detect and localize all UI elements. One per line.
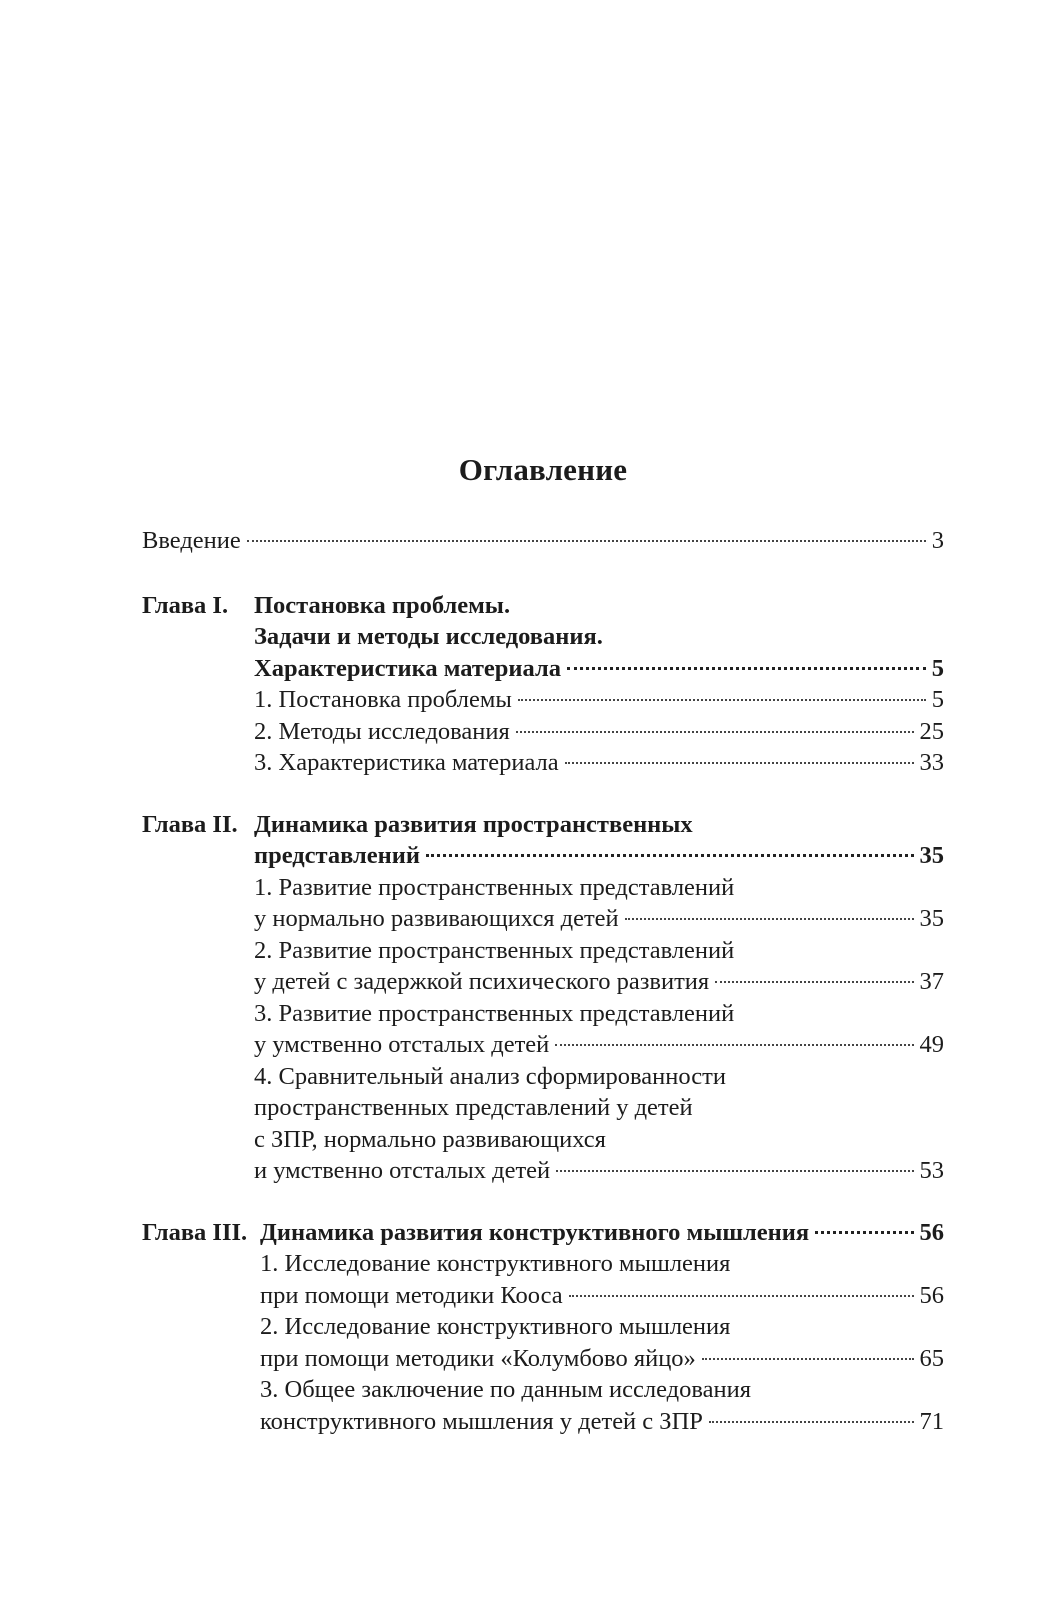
toc-section-entry[interactable] <box>142 1374 944 1406</box>
toc-page-number: 33 <box>919 749 944 776</box>
section-text: конструктивного мышления у детей с ЗПР <box>260 1407 703 1435</box>
chapter-title-line[interactable] <box>142 621 944 653</box>
toc-entry-text: Введение <box>142 527 241 554</box>
dot-leader <box>567 667 926 670</box>
section-text: 1. Исследование конструктивного мышления <box>260 1250 731 1277</box>
toc-section-entry[interactable] <box>142 1406 944 1438</box>
section-text: у детей с задержкой психического развития <box>254 968 710 995</box>
section-text: 2. Исследование конструктивного мышления <box>260 1313 731 1340</box>
section-text: при помощи методики Кооса <box>260 1281 563 1309</box>
section-text: 3. Характеристика материала <box>254 749 559 776</box>
toc-section-entry[interactable] <box>142 1248 944 1280</box>
toc-section-entry[interactable] <box>142 935 944 967</box>
chapter-label: Глава III. <box>142 1218 248 1246</box>
toc-page-number: 37 <box>919 968 944 995</box>
toc-section-entry[interactable] <box>142 1061 944 1093</box>
toc-section-entry[interactable] <box>142 716 944 748</box>
toc-page-number: 35 <box>919 905 944 932</box>
table-of-contents <box>142 525 944 1437</box>
toc-page-number: 53 <box>919 1157 944 1184</box>
chapter-title-text: Динамика развития пространственных <box>254 810 693 838</box>
chapter-title-line[interactable] <box>142 653 944 685</box>
toc-page-number: 5 <box>931 654 944 682</box>
toc-page-number: 5 <box>931 686 944 713</box>
dot-leader <box>569 1295 914 1297</box>
chapter-title-line[interactable] <box>142 840 944 872</box>
chapter-title-line[interactable] <box>142 590 944 622</box>
toc-section-entry[interactable] <box>142 1029 944 1061</box>
toc-page-number: 25 <box>919 717 944 745</box>
toc-section-entry[interactable] <box>142 1155 944 1187</box>
toc-section-entry[interactable] <box>142 1343 944 1375</box>
dot-leader <box>556 1170 913 1172</box>
section-text: 3. Общее заключение по данным исследования <box>260 1376 751 1403</box>
chapter-1 <box>142 590 944 779</box>
toc-page-number: 65 <box>919 1344 944 1372</box>
section-text: пространственных представлений у детей <box>254 1094 693 1121</box>
toc-section-entry[interactable] <box>142 1280 944 1312</box>
chapter-title-text: представлений <box>254 842 421 869</box>
toc-section-entry[interactable] <box>142 684 944 716</box>
section-text: 3. Развитие пространственных представлений <box>254 999 735 1027</box>
chapter-title-text: Задачи и методы исследования. <box>254 623 603 650</box>
dot-leader <box>625 918 914 920</box>
toc-entry-intro[interactable] <box>142 525 944 557</box>
toc-section-entry[interactable] <box>142 966 944 998</box>
dot-leader <box>565 762 914 764</box>
chapter-title-text: Динамика развития конструктивного мышления <box>260 1218 810 1246</box>
dot-leader <box>426 854 913 857</box>
dot-leader <box>555 1044 913 1046</box>
toc-page-number: 35 <box>919 842 944 869</box>
section-text: 1. Развитие пространственных представлений <box>254 873 735 901</box>
chapter-3 <box>142 1217 944 1438</box>
section-text: 2. Развитие пространственных представлений <box>254 936 735 964</box>
dot-leader <box>715 981 913 983</box>
chapter-2 <box>142 809 944 1187</box>
toc-section-entry[interactable] <box>142 872 944 904</box>
toc-page-number: 56 <box>919 1218 944 1246</box>
chapter-title-text: Постановка проблемы. <box>254 591 511 619</box>
toc-page-number: 49 <box>919 1031 944 1058</box>
chapter-label: Глава II. <box>142 810 238 838</box>
section-text: 4. Сравнительный анализ сформированности <box>254 1062 726 1090</box>
toc-section-entry[interactable] <box>142 1124 944 1156</box>
chapter-title-line[interactable] <box>142 1217 944 1249</box>
dot-leader <box>518 699 926 701</box>
chapter-title-line[interactable] <box>142 809 944 841</box>
toc-section-entry[interactable] <box>142 1092 944 1124</box>
toc-section-entry[interactable] <box>142 903 944 935</box>
dot-leader <box>709 1421 914 1423</box>
section-text: 1. Постановка проблемы <box>254 686 512 713</box>
chapter-label: Глава I. <box>142 591 229 619</box>
dot-leader <box>815 1231 913 1234</box>
toc-section-entry[interactable] <box>142 747 944 779</box>
toc-section-entry[interactable] <box>142 1311 944 1343</box>
dot-leader <box>516 731 914 733</box>
chapter-title-text: Характеристика материала <box>254 654 561 682</box>
section-text: и умственно отсталых детей <box>254 1157 551 1184</box>
section-text: у умственно отсталых детей <box>254 1031 550 1058</box>
toc-section-entry[interactable] <box>142 998 944 1030</box>
section-text: при помощи методики «Колумбово яйцо» <box>260 1344 696 1372</box>
section-text: 2. Методы исследования <box>254 717 510 745</box>
toc-page-number: 3 <box>931 527 944 554</box>
dot-leader <box>702 1358 914 1360</box>
dot-leader <box>247 540 926 542</box>
section-text: с ЗПР, нормально развивающихся <box>254 1125 606 1153</box>
toc-page-number: 71 <box>919 1407 944 1435</box>
page-title: Оглавление <box>458 452 628 487</box>
toc-page-number: 56 <box>919 1281 944 1309</box>
section-text: у нормально развивающихся детей <box>254 905 619 932</box>
